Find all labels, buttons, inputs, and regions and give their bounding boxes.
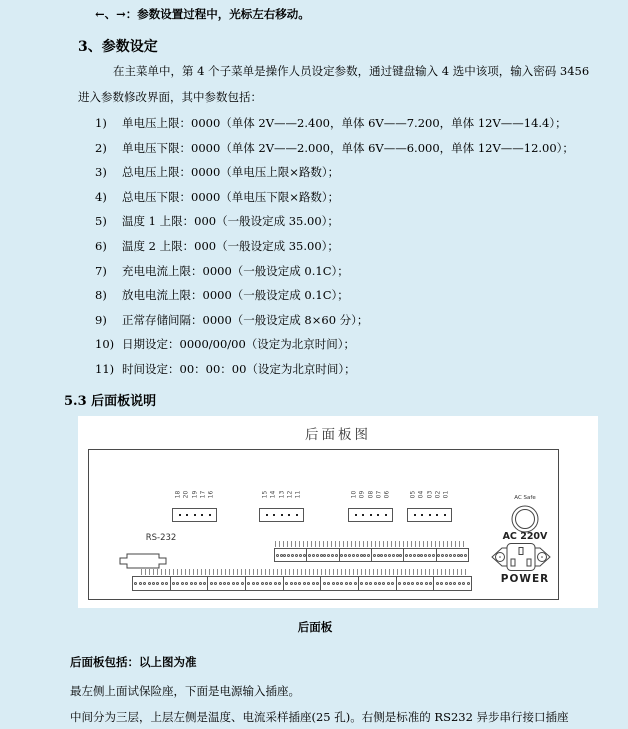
figure-title: 后面板图: [305, 427, 371, 443]
parameter-list: [95, 116, 574, 387]
item-text: 充电电流上限：0000（一般设定成 0.1C）；: [122, 263, 349, 278]
sampling-connector-group-06-10: [348, 483, 393, 522]
connector-socket: [172, 508, 217, 522]
connector-pin-labels: 15 14 13 12 11: [261, 490, 302, 499]
item-text: 正常存储间隔：0000（一般设定成 8×60 分）；: [122, 312, 369, 327]
item-number: 2): [95, 140, 107, 155]
rear-panel-note: 后面板包括：以上图为准: [70, 655, 197, 669]
sampling-connector-group-01-05: [407, 483, 452, 522]
item-text: 单电压下限：0000（单体 2V——2.000，单体 6V——6.000，单体 12V——12.00）；: [122, 140, 574, 155]
rear-panel-drawing: [88, 449, 559, 600]
param-item: [95, 165, 574, 190]
param-item: [95, 141, 574, 166]
rear-panel-figure: [78, 416, 598, 608]
item-number: 8): [95, 288, 107, 303]
section-3-intro-line-2: 进入参数修改界面，其中参数包括：: [78, 90, 262, 104]
upper-terminal-strip: [274, 548, 469, 562]
item-text: 总电压上限：0000（单电压上限×路数）；: [122, 165, 340, 180]
param-item: [95, 288, 574, 313]
power-inlet-icon: [490, 542, 552, 572]
rear-panel-paragraph-1: 最左侧上面试保险座，下面是电源输入插座。: [70, 684, 300, 698]
item-number: 10): [95, 337, 115, 352]
sampling-connector-group-11-15: [259, 483, 304, 522]
item-text: 日期设定：0000/00/00（设定为北京时间）；: [122, 337, 356, 352]
fuse-holder-icon: [510, 504, 540, 534]
item-number: 1): [95, 116, 107, 130]
param-item: [95, 190, 574, 215]
param-item: [95, 362, 574, 387]
connector-socket: [259, 508, 304, 522]
connector-socket: [348, 508, 393, 522]
param-item: [95, 116, 574, 141]
section-3-intro-line-1: 在主菜单中，第 4 个子菜单是操作人员设定参数，通过键盘输入 4 选中该项，输入密码 3456: [113, 64, 590, 78]
ac-safe-label: AC Safe: [514, 495, 536, 501]
connector-pin-labels: 05 04 03 02 01: [409, 490, 450, 499]
connector-pin-labels: 18 20 19 17 16: [174, 490, 215, 499]
lower-strip-micro-labels: [141, 569, 469, 575]
rear-panel-paragraph-2: 中间分为三层，上层左侧是温度、电流采样插座(25 孔)。右侧是标准的 RS232 异步串行接口插座: [70, 710, 569, 724]
lower-terminal-strip: [132, 576, 472, 591]
arrow-key-instruction: ←、→：参数设置过程中，光标左右移动。: [95, 7, 310, 21]
item-number: 5): [95, 214, 107, 229]
power-label: POWER: [500, 573, 550, 585]
item-number: 9): [95, 312, 107, 327]
rs232-label: RS-232: [145, 533, 177, 543]
item-text: 放电电流上限：0000（一般设定成 0.1C）；: [122, 288, 349, 303]
item-number: 11): [95, 361, 115, 376]
item-number: 3): [95, 165, 107, 180]
sampling-connector-group-16-20: [172, 483, 217, 522]
item-text: 单电压上限：0000（单体 2V——2.400，单体 6V——7.200，单体 12V——14.4）；: [122, 116, 567, 130]
item-number: 7): [95, 263, 107, 278]
figure-caption: 后面板: [297, 620, 333, 634]
param-item: [95, 337, 574, 362]
item-number: 6): [95, 238, 107, 253]
param-item: [95, 239, 574, 264]
item-text: 温度 1 上限：000（一般设定成 35.00）；: [122, 214, 339, 229]
param-item: [95, 313, 574, 338]
upper-strip-micro-labels: [275, 541, 467, 547]
item-text: 时间设定：00：00：00（设定为北京时间）；: [122, 361, 356, 376]
item-text: 总电压下限：0000（单电压下限×路数）；: [122, 189, 340, 204]
ac-220v-label: AC 220V: [502, 531, 548, 542]
connector-pin-labels: 10 09 08 07 06: [350, 490, 391, 499]
item-text: 温度 2 上限：000（一般设定成 35.00）；: [122, 238, 339, 253]
section-3-heading: 3、参数设定: [78, 39, 158, 55]
param-item: [95, 264, 574, 289]
item-number: 4): [95, 189, 107, 204]
section-53-heading: 5.3 后面板说明: [64, 394, 157, 409]
param-item: [95, 214, 574, 239]
connector-socket: [407, 508, 452, 522]
